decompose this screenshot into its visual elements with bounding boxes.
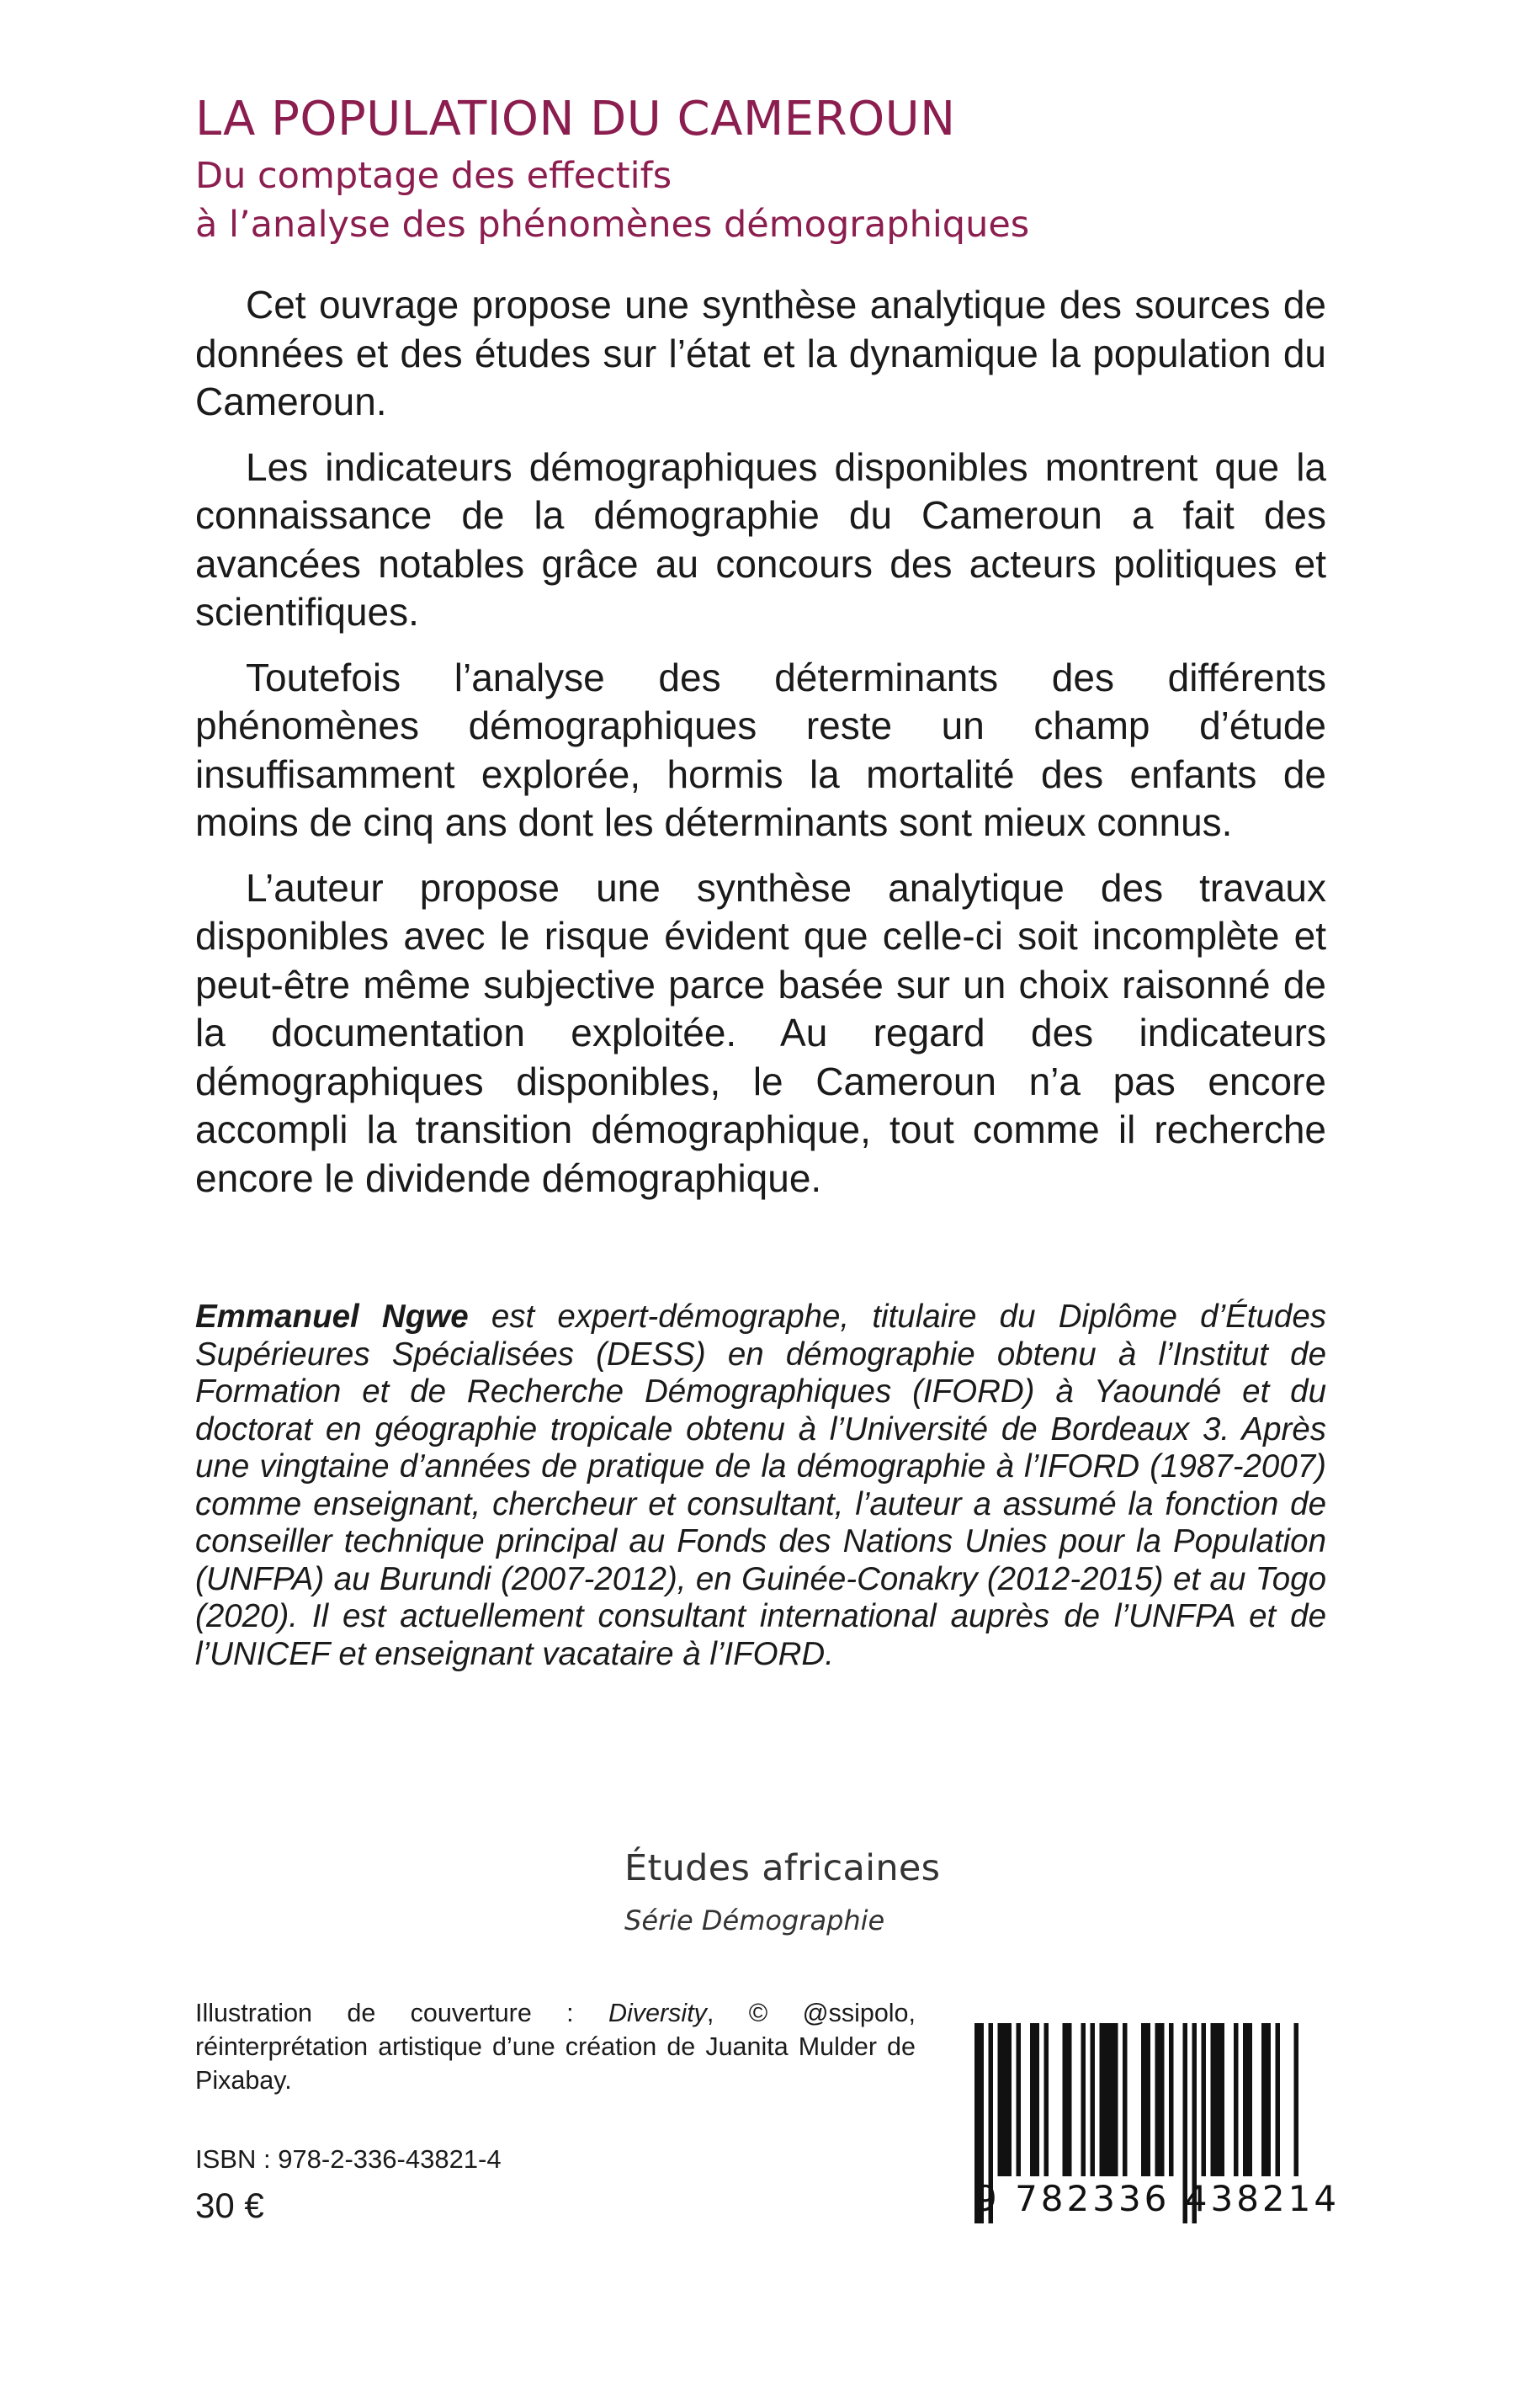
author-name: Emmanuel Ngwe: [195, 1299, 469, 1335]
isbn: ISBN : 978-2-336-43821-4: [195, 2144, 502, 2174]
book-subtitle-line1: Du comptage des effectifs: [195, 155, 672, 197]
series-name: Études africaines: [624, 1847, 941, 1889]
book-subtitle-line2: à l’analyse des phénomènes démographiques: [195, 204, 1030, 246]
book-title: LA POPULATION DU CAMEROUN: [195, 92, 956, 146]
price: 30 €: [195, 2186, 264, 2225]
series-subtitle: Série Démographie: [624, 1904, 885, 1936]
summary-paragraph: Cet ouvrage propose une synthèse analytique des sources de données et des études sur l’état et la dynamique la population du Cameroun.: [195, 283, 1326, 423]
summary-paragraph: Toutefois l’analyse des déterminants des différents phénomènes démographiques reste un champ d’étude insuffisamment explorée, hormis la mortalité des enfants de moins de cinq ans dont les déterminants sont mieux connus.: [195, 655, 1326, 844]
credit-prefix: Illustration de couverture :: [195, 1999, 608, 2027]
credit-work-title: Diversity: [608, 1999, 707, 2027]
author-bio: [195, 1299, 1326, 1673]
cover-credit: [195, 1996, 916, 2097]
book-summary: [195, 281, 1326, 1219]
barcode-digits: 9 782336 438214: [974, 2178, 1341, 2219]
author-bio-text: est expert-démographe, titulaire du Diplôme d’Études Supérieures Spécialisées (DESS) en démographie obtenu à l’Institut de Formation et de Recherche Démographiques (IFORD) à Yaoundé et du doctorat en géographie tropicale obtenu à l’Université de Bordeaux 3. Après une vingtaine d’années de pratique de la démographie à l’IFORD (1987-2007) comme enseignant, chercheur et consultant, l’auteur a assumé la fonction de conseiller technique principal au Fonds des Nations Unies pour la Population (UNFPA) au Burundi (2007-2012), en Guinée-Conakry (2012-2015) et au Togo (2020). Il est actuellement consultant international auprès de l’UNFPA et de l’UNICEF et enseignant vacataire à l’IFORD.: [195, 1299, 1326, 1672]
summary-paragraph: L’auteur propose une synthèse analytique des travaux disponibles avec le risque évident que celle-ci soit incomplète et peut-être même subjective parce basée sur un choix raisonné de la documentation exploitée. Au regard des indicateurs démographiques disponibles, le Cameroun n’a pas encore accompli la transition démographique, tout comme il recherche encore le dividende démographique.: [195, 865, 1326, 1200]
credit-suffix: , © @ssipolo, réinterprétation artistique d’une création de Juanita Mulder de Pixabay.: [195, 1999, 916, 2095]
summary-paragraph: Les indicateurs démographiques disponibles montrent que la connaissance de la démographie du Cameroun a fait des avancées notables grâce au concours des acteurs politiques et scientifiques.: [195, 444, 1326, 634]
